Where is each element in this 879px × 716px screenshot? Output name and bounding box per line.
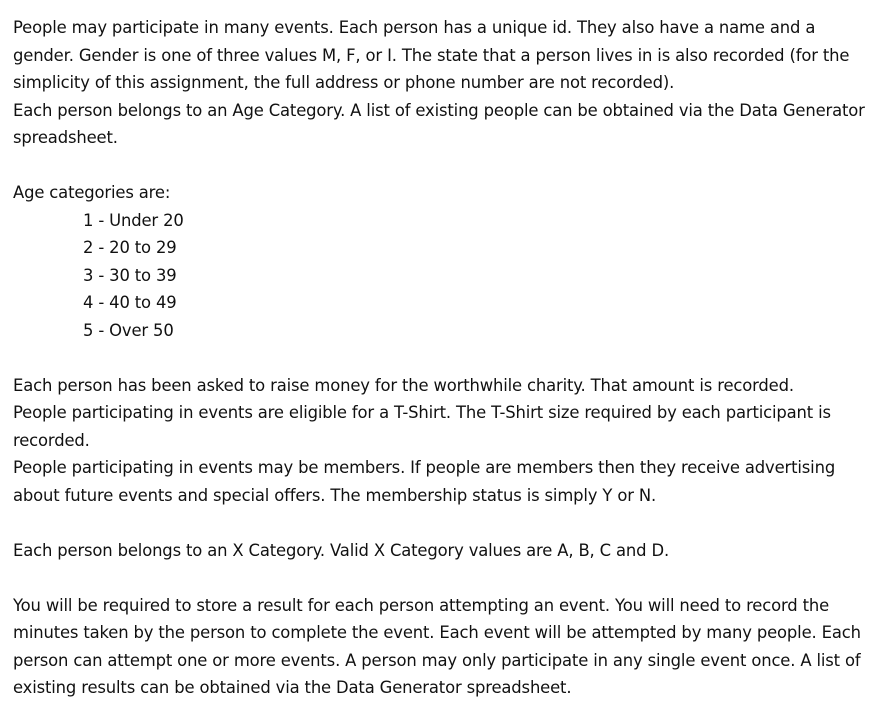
- paragraph-x-category: Each person belongs to an X Category. Valid X Category values are A, B, C and D.: [13, 540, 670, 560]
- paragraph-charity: Each person has been asked to raise money for the worthwhile charity. That amount is recorded.: [13, 375, 794, 395]
- list-item: 5 - Over 50: [83, 320, 174, 340]
- document-body: [13, 14, 875, 702]
- list-item: 3 - 30 to 39: [83, 265, 177, 285]
- paragraph-people-intro: People may participate in many events. Each person has a unique id. They also have a name and a gender. Gender is one of three values M, F, or I. The state that a person lives in is also recorded (for the simplicity of this assignment, the full address or phone number are not recorded).: [13, 18, 850, 92]
- blank-line: [13, 564, 875, 592]
- age-categories-heading: Age categories are:: [13, 183, 171, 202]
- list-item: 2 - 20 to 29: [83, 238, 177, 257]
- age-category-list: [13, 207, 875, 345]
- list-item: 4 - 40 to 49: [83, 293, 177, 312]
- paragraph-age-category: Each person belongs to an Age Category. A list of existing people can be obtained via the Data Generator spreadsheet.: [13, 100, 865, 147]
- blank-line: [13, 152, 875, 180]
- blank-line: [13, 344, 875, 372]
- paragraph-results: You will be required to store a result for each person attempting an event. You will need to record the minutes taken by the person to complete the event. Each event will be attempted by many people. Each person can attempt one or more events. A person may only participate in any single event once. A list of existing results can be obtained via the Data Generator spreadsheet.: [13, 595, 861, 697]
- paragraph-membership: People participating in events may be members. If people are members then they receive advertising about future events and special offers. The membership status is simply Y or N.: [13, 458, 836, 505]
- list-item: 1 - Under 20: [83, 210, 184, 230]
- paragraph-tshirt: People participating in events are eligible for a T-Shirt. The T-Shirt size required by each participant is recorded.: [13, 403, 831, 450]
- blank-line: [13, 509, 875, 537]
